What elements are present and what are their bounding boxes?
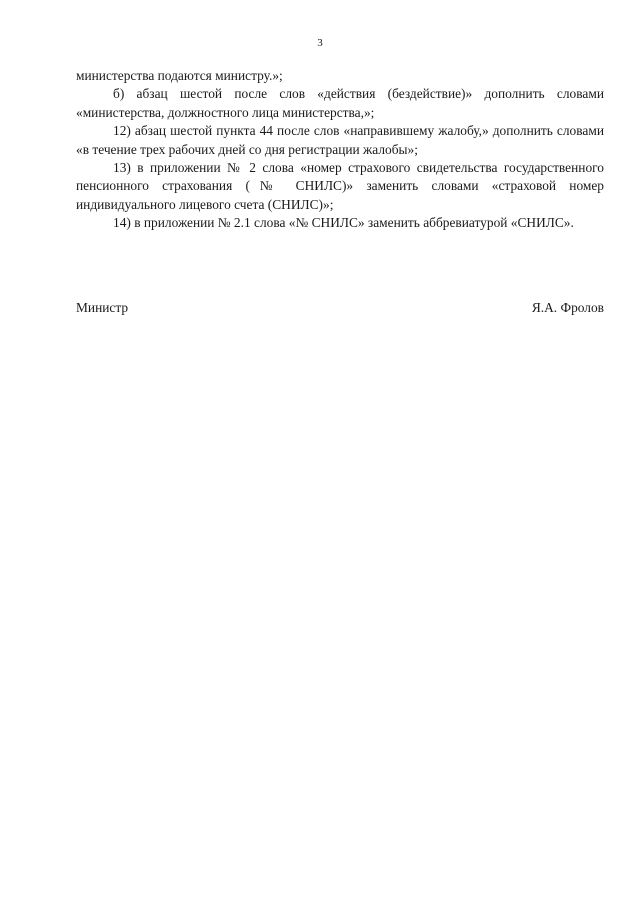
document-body: [76, 67, 604, 233]
signatory-position: Министр: [76, 300, 129, 315]
signatory-name: Я.А. Фролов: [531, 300, 604, 315]
paragraph-continuation: министерства подаются министру.»;: [76, 68, 283, 83]
signature-block: [76, 299, 604, 317]
paragraph-item-13: 13) в приложении № 2 слова «номер страхового свидетельства государственного пенсионного страхования (№ СНИЛС)» заменить словами «страховой номер индивидуального лицевого счета (СНИЛС)»;: [76, 160, 604, 212]
paragraph-item-12: 12) абзац шестой пункта 44 после слов «направившему жалобу,» дополнить словами «в течение трех рабочих дней со дня регистрации жалобы»;: [76, 123, 604, 157]
paragraph-item-b: б) абзац шестой после слов «действия (бездействие)» дополнить словами «министерства, должностного лица министерства,»;: [76, 86, 604, 120]
paragraph-item-14: 14) в приложении № 2.1 слова «№ СНИЛС» заменить аббревиатурой «СНИЛС».: [113, 215, 574, 231]
page-number: 3: [317, 37, 323, 49]
